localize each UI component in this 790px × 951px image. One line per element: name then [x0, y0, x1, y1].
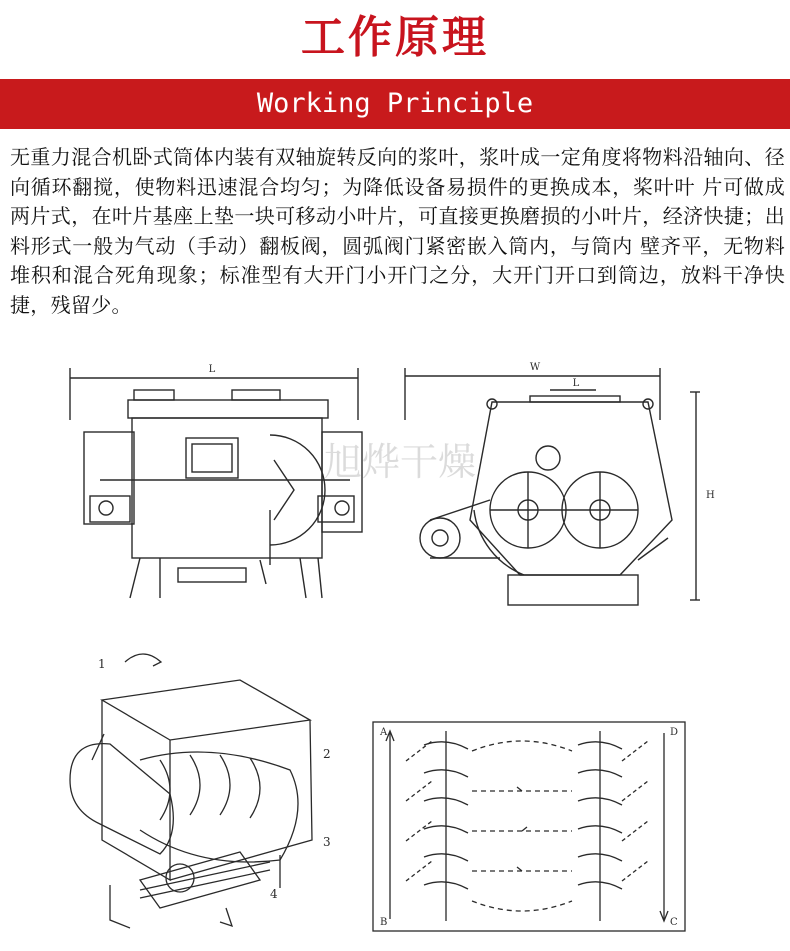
flow-diagram [372, 721, 686, 932]
description-text: 无重力混合机卧式筒体内装有双轴旋转反向的浆叶，浆叶成一定角度将物料沿轴向、径向循环翻搅，使物料迅速混合均匀；为降低设备易损件的更换成本，桨叶叶 片可做成两片式，在叶片基座上垫一块可移动小叶片，可直接更换磨损的小叶片，经济快捷；出料形式一般为气动（手动）翻板阀，圆弧阀门紧密嵌入筒内，与筒内 壁齐平，无物料堆积和混合死角现象；标准型有大开门小开门之分，大开门开口到筒边，放料干净快捷，残留少。 [10, 145, 785, 317]
dim-label-H: H [706, 490, 715, 501]
page-title: 工作原理 [301, 12, 489, 63]
callout-2: 2 [323, 747, 331, 761]
corner-D: D [670, 727, 679, 738]
dim-label-L: L [208, 364, 216, 375]
watermark-logo [300, 430, 500, 500]
isometric-drawing [40, 640, 350, 940]
corner-C: C [670, 917, 678, 928]
subtitle-banner: Working Principle [0, 79, 790, 129]
corner-A: A [380, 727, 388, 738]
corner-B: B [380, 917, 388, 928]
callout-1: 1 [98, 657, 106, 671]
watermark-text: 旭烨干燥 [323, 440, 477, 484]
callout-4: 4 [270, 887, 278, 901]
dim-label-L2: L [572, 378, 580, 389]
dim-label-W: W [529, 362, 541, 373]
callout-3: 3 [323, 835, 331, 849]
